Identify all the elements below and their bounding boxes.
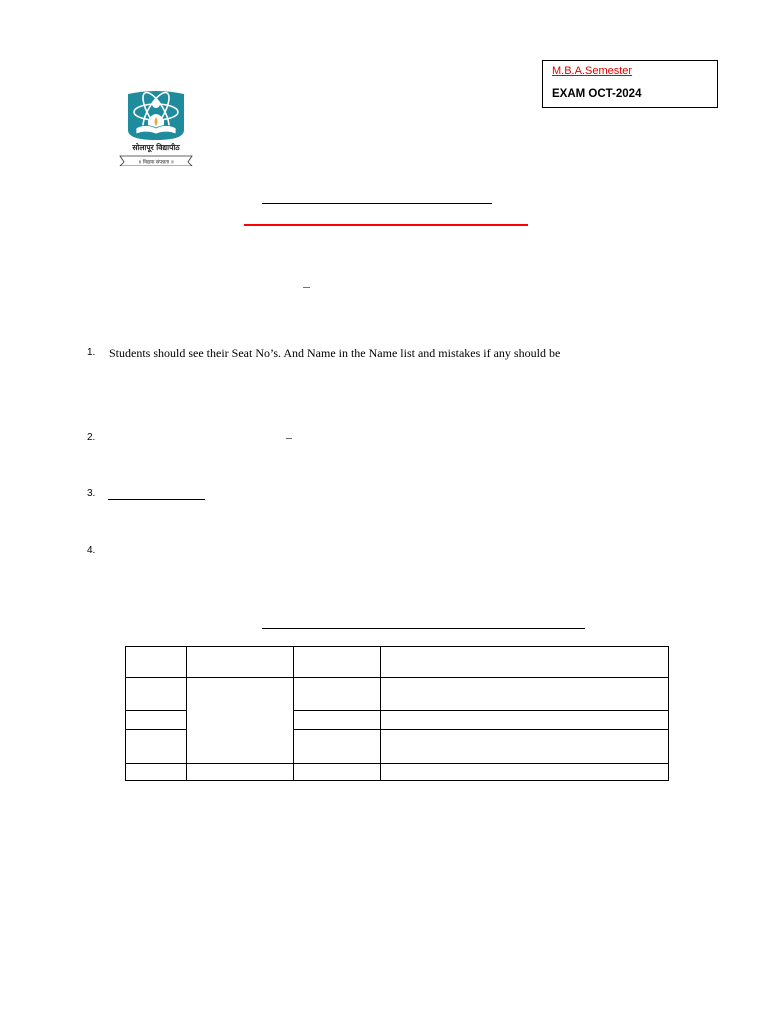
link-mark [303, 287, 310, 288]
instruction-text: Students should see their Seat No’s. And Name in the Name list and mistakes if any should be [109, 346, 561, 360]
table-cell-merged [186, 677, 294, 764]
subtitle-underline-red [244, 224, 528, 226]
table-header-cell [186, 646, 294, 678]
exam-session: EXAM OCT-2024 [552, 88, 642, 100]
instruction-number: 2. [87, 432, 96, 443]
instruction-dash: – [286, 430, 292, 444]
table-cell [380, 729, 669, 764]
table-cell [125, 729, 187, 764]
table-cell [293, 677, 381, 711]
table-header-cell [380, 646, 669, 678]
university-emblem-icon [112, 90, 200, 166]
schedule-table [125, 646, 669, 781]
table-cell [293, 710, 381, 730]
university-logo [112, 90, 200, 166]
instruction-number: 1. [87, 347, 96, 358]
table-header-cell [125, 646, 187, 678]
table-cell [380, 677, 669, 711]
table-cell [125, 677, 187, 711]
instruction-number: 4. [87, 545, 96, 556]
table-header-cell [293, 646, 381, 678]
logo-caption: सोलापूर विद्यापीठ [132, 143, 180, 152]
table-cell [186, 763, 294, 781]
table-cell [380, 763, 669, 781]
schedule-heading-underline [262, 628, 585, 629]
table-cell [293, 763, 381, 781]
table-cell [380, 710, 669, 730]
table-cell [125, 710, 187, 730]
table-cell [125, 763, 187, 781]
exam-header-box [542, 60, 718, 108]
title-underline [262, 203, 492, 204]
instruction-underline [108, 499, 205, 500]
instruction-number: 3. [87, 488, 96, 499]
logo-motto: ॥ विद्यया संपन्नता ॥ [138, 159, 174, 166]
table-cell [293, 729, 381, 764]
course-name: M.B.A.Semester [552, 65, 633, 77]
